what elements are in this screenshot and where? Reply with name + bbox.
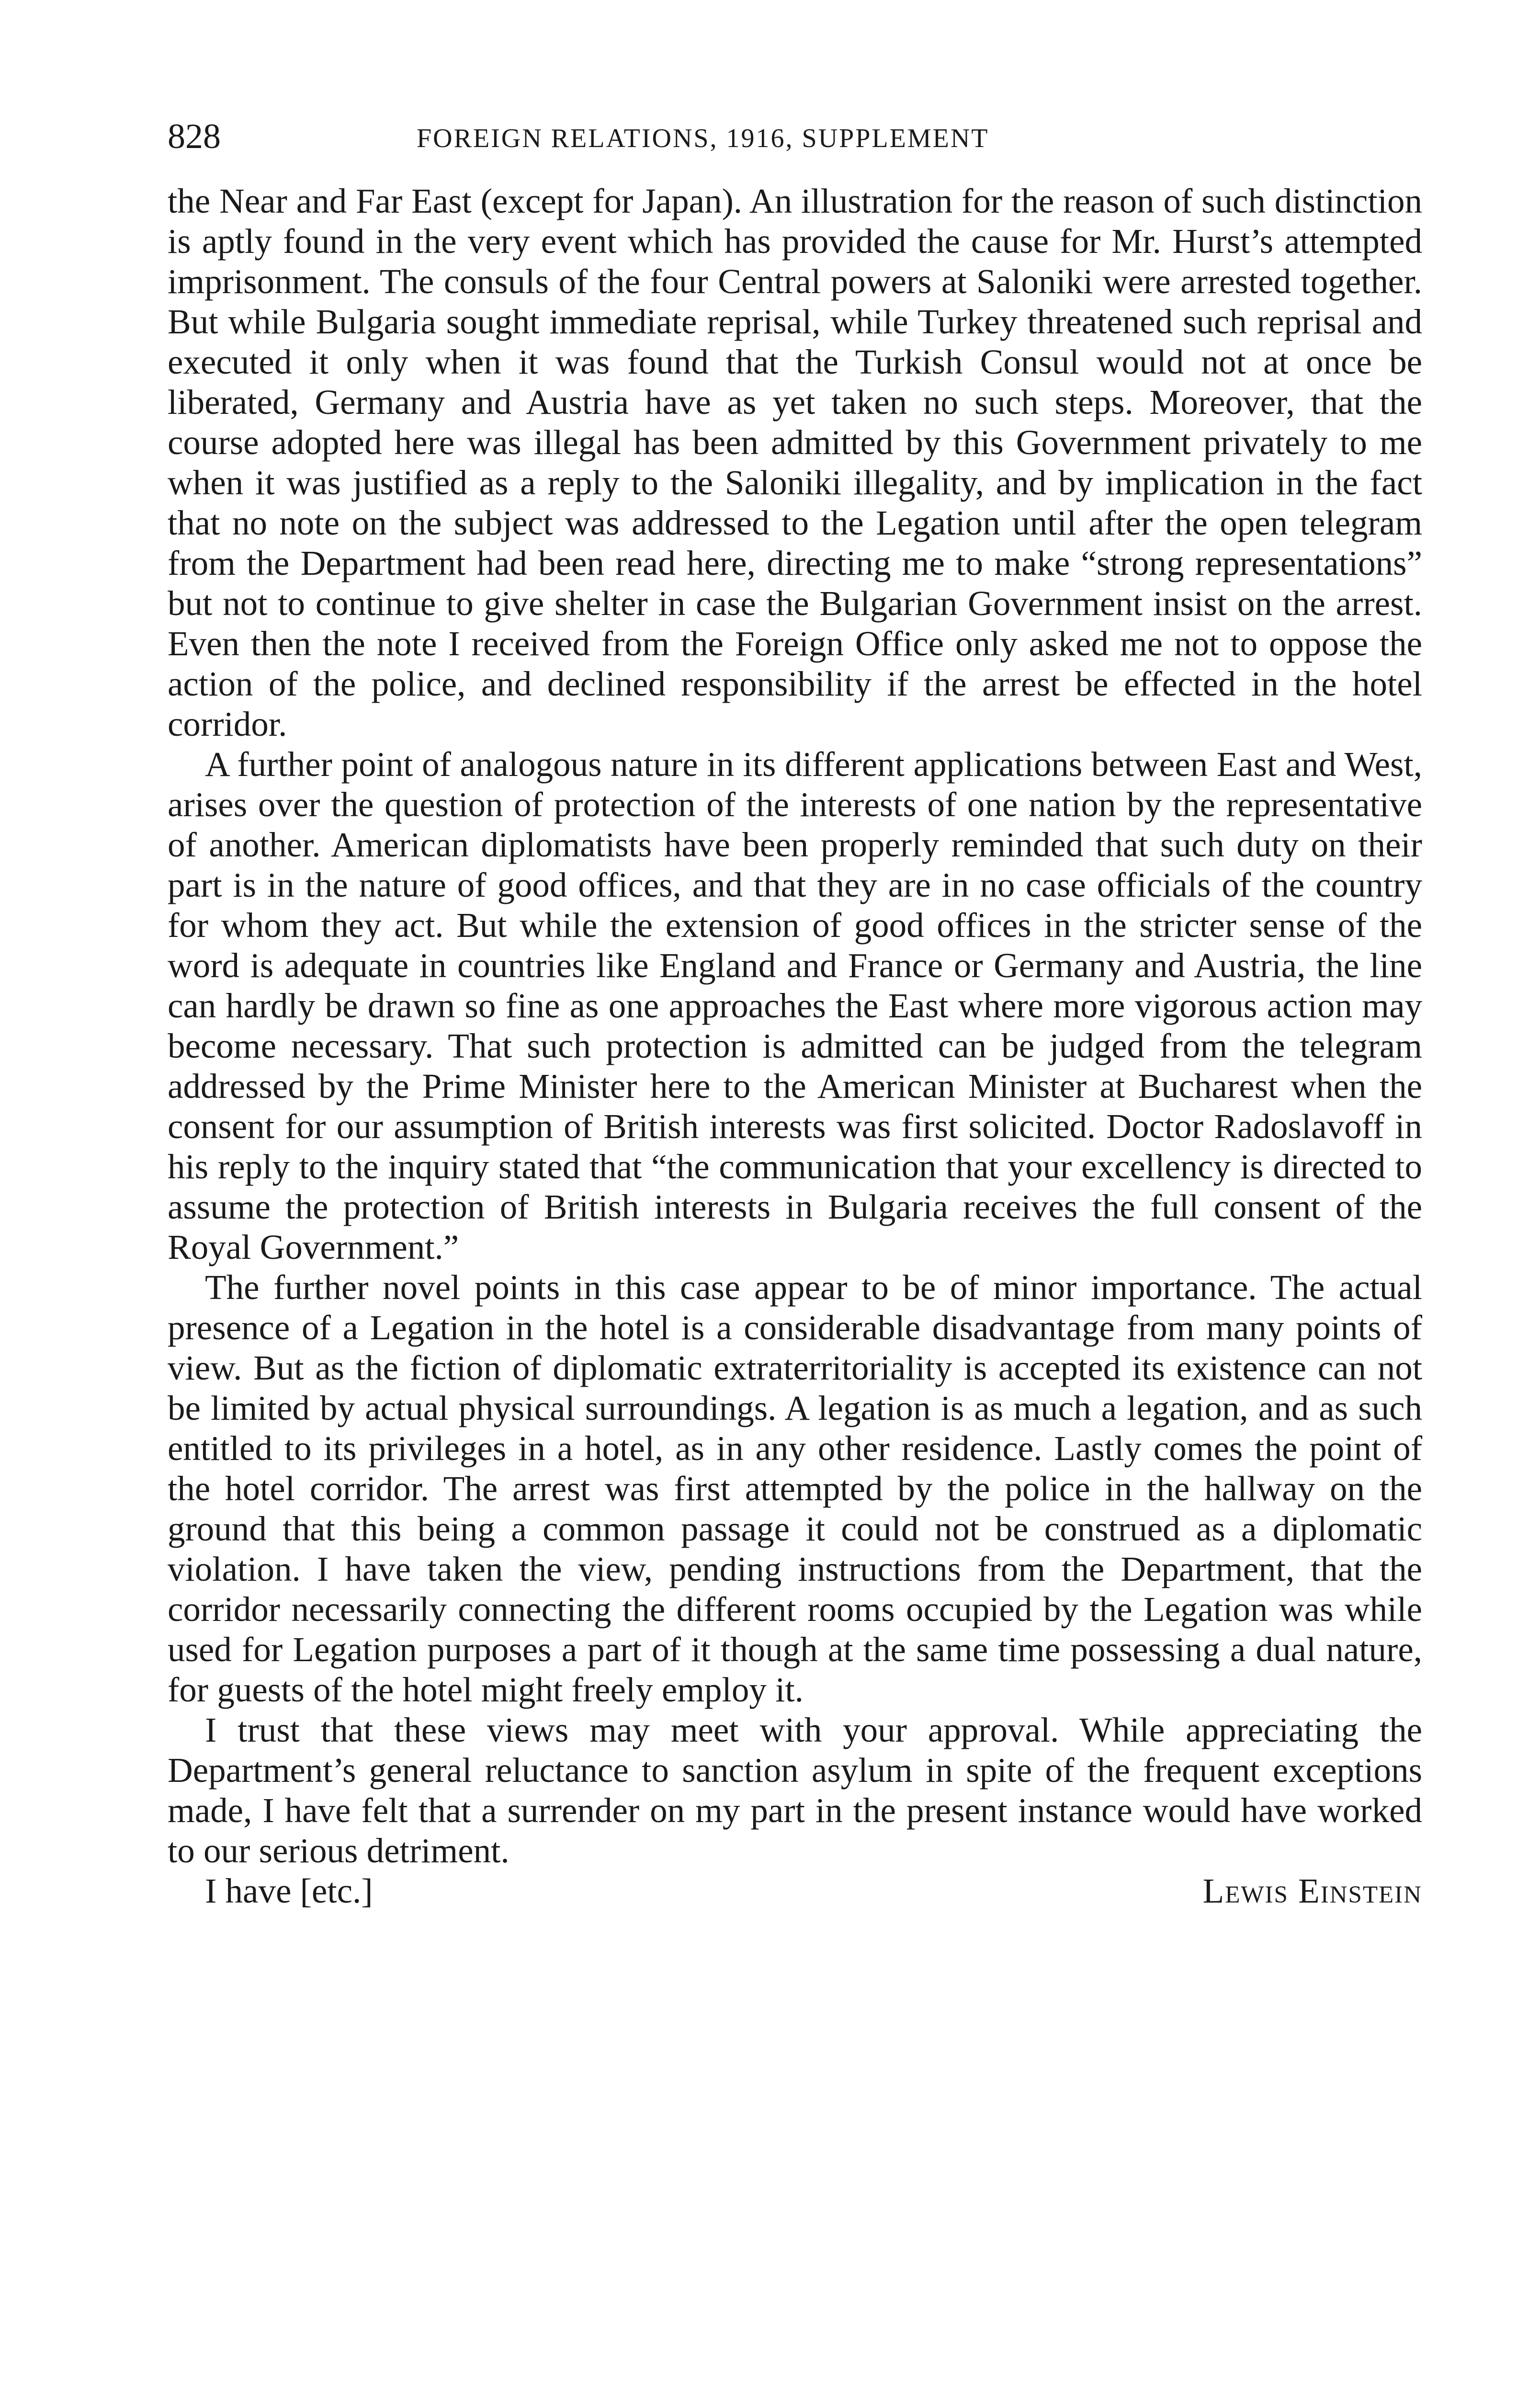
signature: Lewis Einstein bbox=[1202, 1871, 1422, 1910]
document-body bbox=[168, 181, 1422, 1871]
page-number: 828 bbox=[168, 117, 221, 156]
paragraph-continued: the Near and Far East (except for Japan). An illustration for the reason of such distinction is aptly found in the very event which has provided the cause for Mr. Hurst’s attempted imprisonment. The consuls of the four Central powers at Saloniki were arrested together. But while Bulgaria sought immediate reprisal, while Turkey threatened such reprisal and executed it only when it was found that the Turkish Consul would not at once be liberated, Germany and Austria have as yet taken no such steps. Moreover, that the course adopted here was illegal has been admitted by this Government privately to me when it was justified as a reply to the Saloniki illegality, and by implication in the fact that no note on the subject was addressed to the Legation until after the open telegram from the Department had been read here, directing me to make “strong representations” but not to continue to give shelter in case the Bulgarian Government insist on the arrest. Even then the note I received from the Foreign Office only asked me not to oppose the action of the police, and declined responsibility if the arrest be effected in the hotel corridor. bbox=[168, 182, 1422, 743]
document-page bbox=[168, 115, 1422, 1914]
running-head bbox=[168, 115, 1422, 163]
letter-closing bbox=[168, 1871, 1422, 1914]
paragraph-novel-points: The further novel points in this case appear to be of minor importance. The actual presence of a Legation in the hotel is a considerable disadvantage from many points of view. But as the fiction of diplomatic extraterritoriality is accepted its existence can not be limited by actual physical surroundings. A legation is as much a legation, and as such entitled to its privileges in a hotel, as in any other residence. Lastly comes the point of the hotel corridor. The arrest was first attempted by the police in the hallway on the ground that this being a common passage it could not be construed as a diplomatic violation. I have taken the view, pending instructions from the Department, that the corridor necessarily connecting the different rooms occupied by the Legation was while used for Legation purposes a part of it though at the same time possessing a dual nature, for guests of the hotel might freely employ it. bbox=[168, 1268, 1422, 1709]
paragraph-conclusion: I trust that these views may meet with your approval. While appreciating the Department’s general reluctance to sanction asylum in spite of the frequent exceptions made, I have felt that a surrender on my part in the present instance would have worked to our serious detriment. bbox=[168, 1711, 1422, 1870]
closing-salutation: I have [etc.] bbox=[205, 1871, 373, 1910]
running-title: FOREIGN RELATIONS, 1916, SUPPLEMENT bbox=[417, 124, 989, 153]
paragraph-protection-of-interests: A further point of analogous nature in its different applications between East and West, arises over the question of protection of the interests of one nation by the representative of another. American diplomatists have been properly reminded that such duty on their part is in the nature of good offices, and that they are in no case officials of the country for whom they act. But while the extension of good offices in the stricter sense of the word is adequate in countries like England and France or Germany and Austria, the line can hardly be drawn so fine as one approaches the East where more vigorous action may become necessary. That such protection is admitted can be judged from the telegram addressed by the Prime Minister here to the American Minister at Bucharest when the consent for our assumption of British interests was first solicited. Doctor Radoslavoff in his reply to the inquiry stated that “the communication that your excellency is directed to assume the protection of British interests in Bulgaria receives the full consent of the Royal Government.” bbox=[168, 745, 1422, 1266]
